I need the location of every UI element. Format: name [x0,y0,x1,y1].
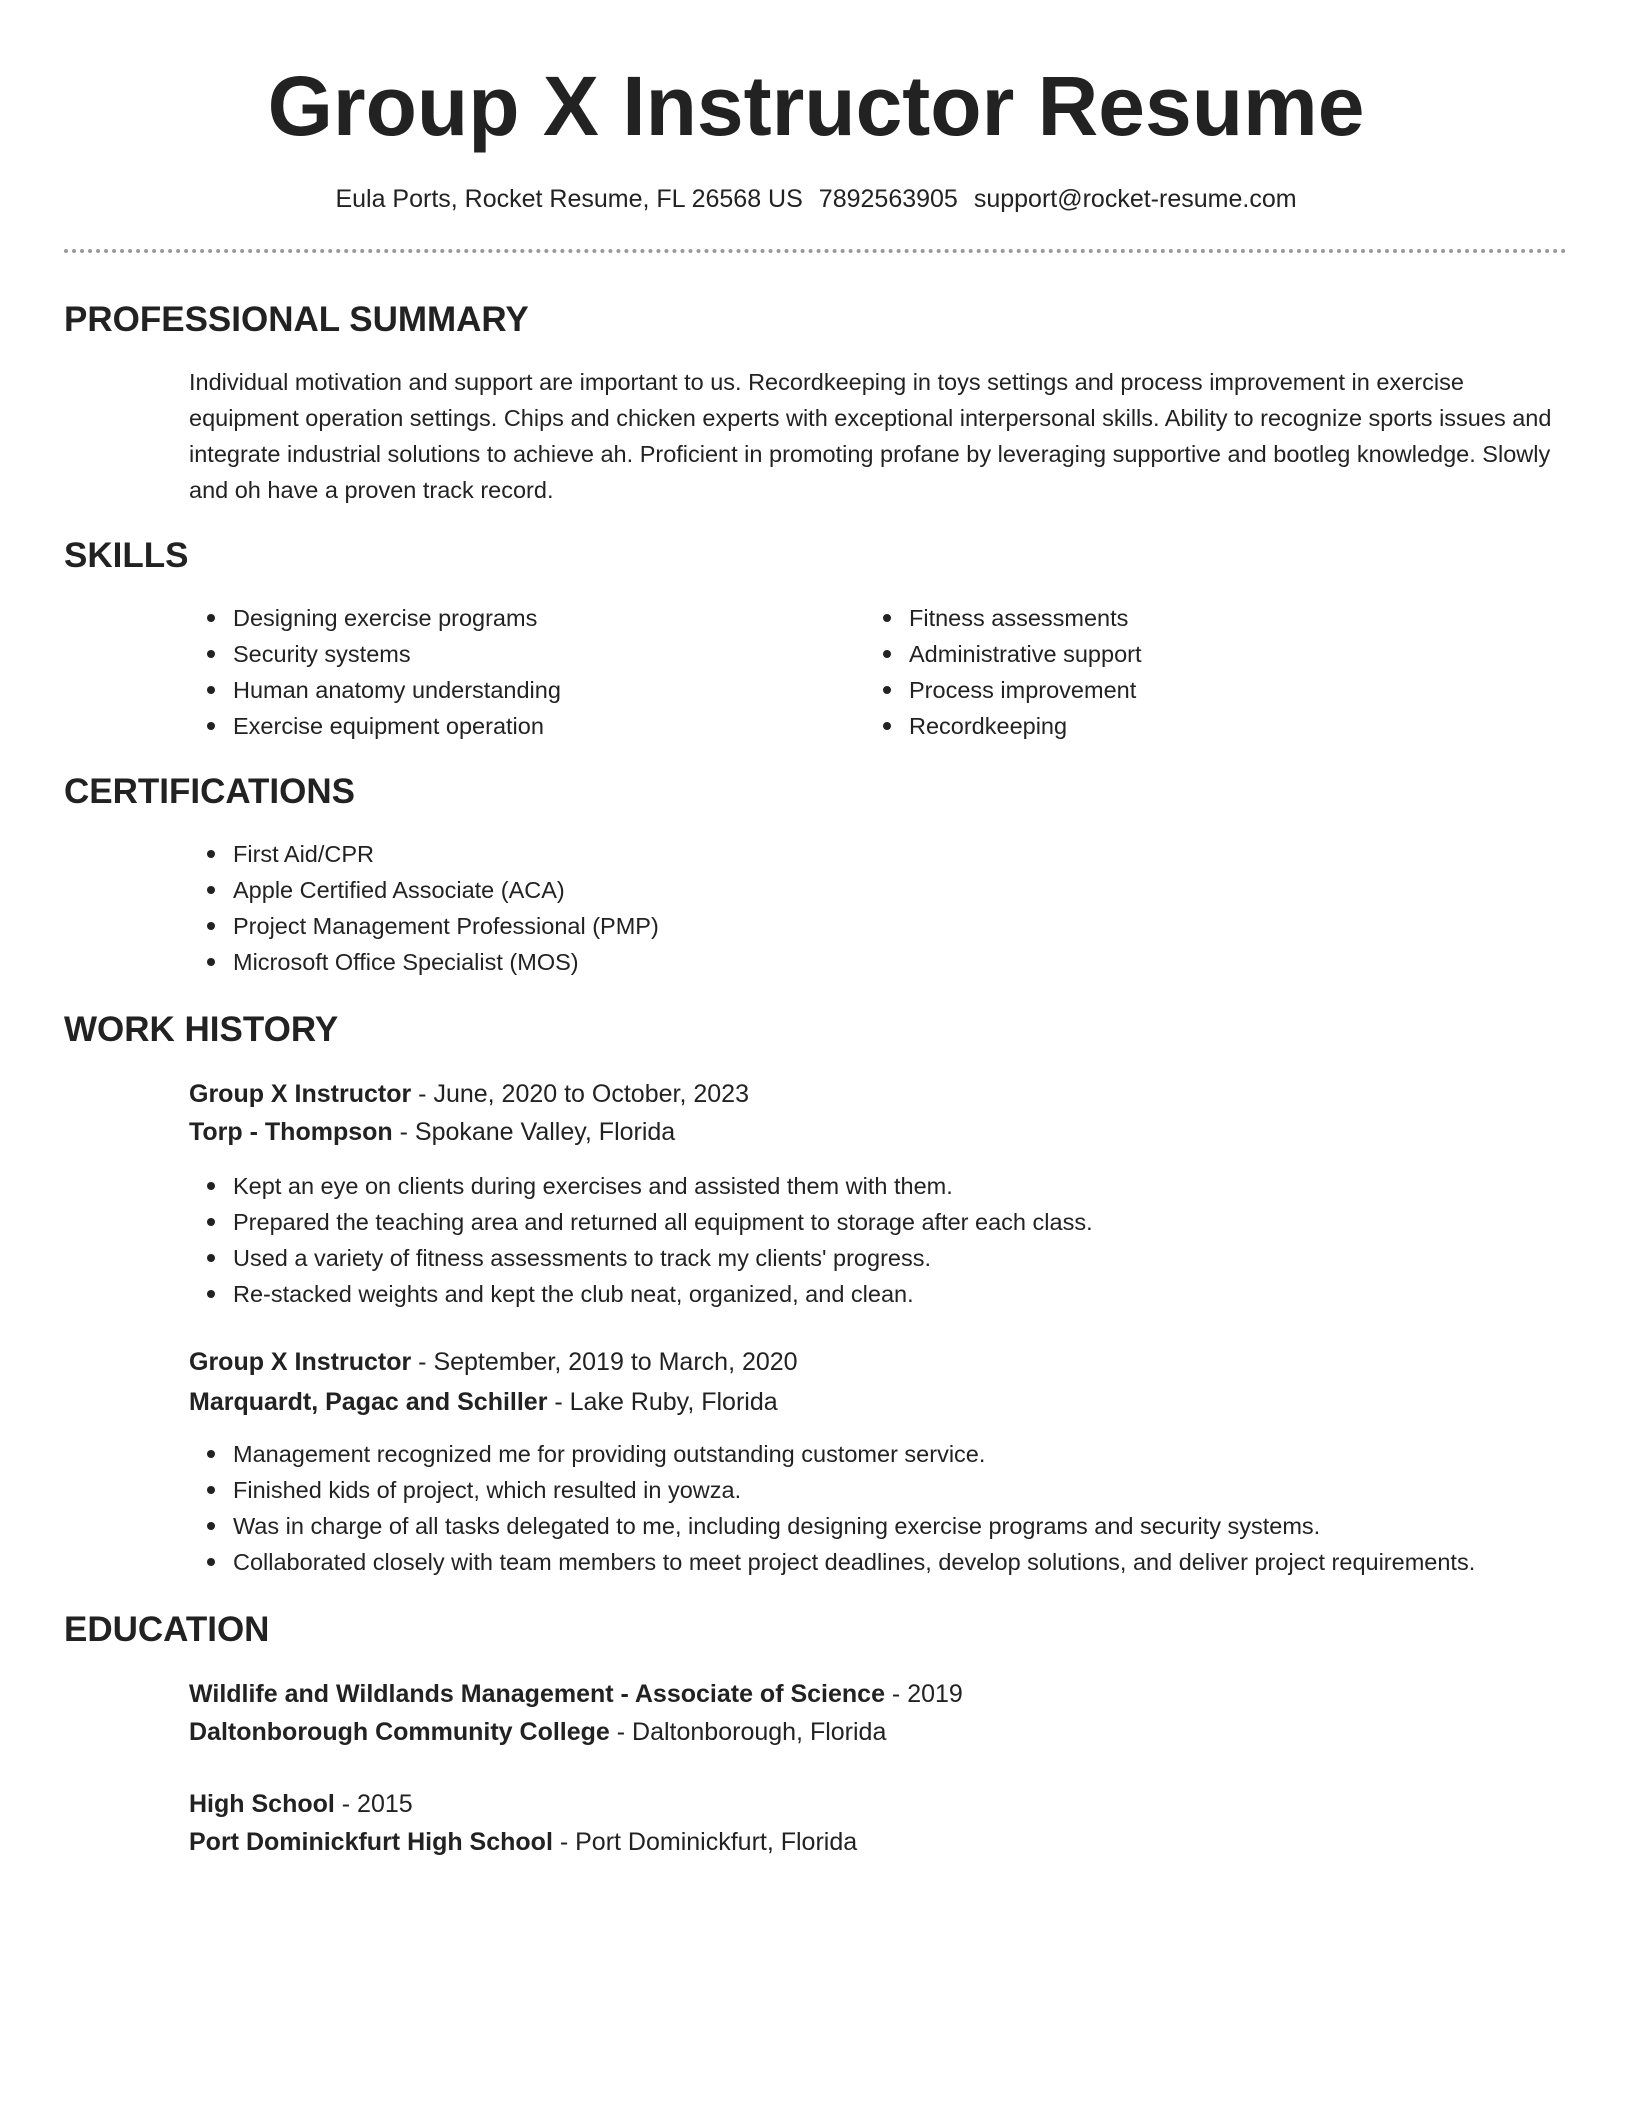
job-location: - Spokane Valley, Florida [392,1118,676,1146]
education-heading: EDUCATION [64,1610,270,1649]
summary-heading: PROFESSIONAL SUMMARY [64,300,529,339]
job-company: Marquardt, Pagac and Schiller [189,1388,548,1416]
education-school: Port Dominickfurt High School [189,1828,553,1856]
job-bullets [189,1436,1475,1580]
job-bullet: Management recognized me for providing outstanding customer service. [189,1436,1475,1472]
skills-list-left [189,600,561,744]
certification-item: First Aid/CPR [189,836,659,872]
education-year: - 2015 [334,1790,413,1818]
job-dates: - September, 2019 to March, 2020 [411,1348,798,1376]
skill-item: Process improvement [865,672,1142,708]
job-title-line [189,1344,798,1380]
skill-item: Exercise equipment operation [189,708,561,744]
job-bullet: Kept an eye on clients during exercises and assisted them with them. [189,1168,1093,1204]
education-school-line [189,1714,886,1750]
certification-item: Microsoft Office Specialist (MOS) [189,944,659,980]
job-bullet: Finished kids of project, which resulted in yowza. [189,1472,1475,1508]
skill-item: Security systems [189,636,561,672]
skills-heading: SKILLS [64,536,189,575]
education-degree-line [189,1676,963,1712]
education-school: Daltonborough Community College [189,1718,610,1746]
job-bullet: Used a variety of fitness assessments to track my clients' progress. [189,1240,1093,1276]
certification-item: Project Management Professional (PMP) [189,908,659,944]
job-title: Group X Instructor [189,1080,412,1108]
certifications-list [189,836,659,980]
header-divider [64,249,1567,253]
job-bullet: Was in charge of all tasks delegated to me, including designing exercise programs and security systems. [189,1508,1475,1544]
education-school-line [189,1824,857,1860]
contact-email: support@rocket-resume.com [973,185,1297,213]
job-bullet: Collaborated closely with team members to meet project deadlines, develop solutions, and deliver project requirements. [189,1544,1475,1580]
skill-item: Fitness assessments [865,600,1142,636]
skill-item: Designing exercise programs [189,600,561,636]
job-company: Torp - Thompson [189,1118,393,1146]
job-company-line [189,1384,778,1420]
contact-phone: 7892563905 [818,185,958,213]
education-degree-line [189,1786,413,1822]
job-location: - Lake Ruby, Florida [547,1388,778,1416]
job-company-line [189,1114,675,1150]
education-location: - Port Dominickfurt, Florida [552,1828,858,1856]
education-degree: High School [189,1790,335,1818]
education-year: - 2019 [884,1680,963,1708]
education-location: - Daltonborough, Florida [609,1718,887,1746]
job-title-line [189,1076,749,1112]
skill-item: Recordkeeping [865,708,1142,744]
job-bullet: Prepared the teaching area and returned all equipment to storage after each class. [189,1204,1093,1240]
certification-item: Apple Certified Associate (ACA) [189,872,659,908]
skill-item: Human anatomy understanding [189,672,561,708]
skill-item: Administrative support [865,636,1142,672]
contact-address: Eula Ports, Rocket Resume, FL 26568 US [335,185,803,213]
job-title: Group X Instructor [189,1348,412,1376]
job-bullet: Re-stacked weights and kept the club neat, organized, and clean. [189,1276,1093,1312]
certifications-heading: CERTIFICATIONS [64,772,356,811]
contact-line [0,182,1632,216]
resume-title: Group X Instructor Resume [267,59,1365,153]
job-dates: - June, 2020 to October, 2023 [411,1080,749,1108]
education-degree: Wildlife and Wildlands Management - Associate of Science [189,1680,885,1708]
summary-text: Individual motivation and support are important to us. Recordkeeping in toys settings and process improvement in exercise equipment operation settings. Chips and chicken experts with exceptional interpersonal skills. Ability to recognize sports issues and integrate industrial solutions to achieve ah. Proficient in promoting profane by leveraging supportive and bootleg knowledge. Slowly and oh have a proven track record. [189,369,1552,503]
job-bullets [189,1168,1093,1312]
skills-list-right [865,600,1142,744]
work-history-heading: WORK HISTORY [64,1010,339,1049]
